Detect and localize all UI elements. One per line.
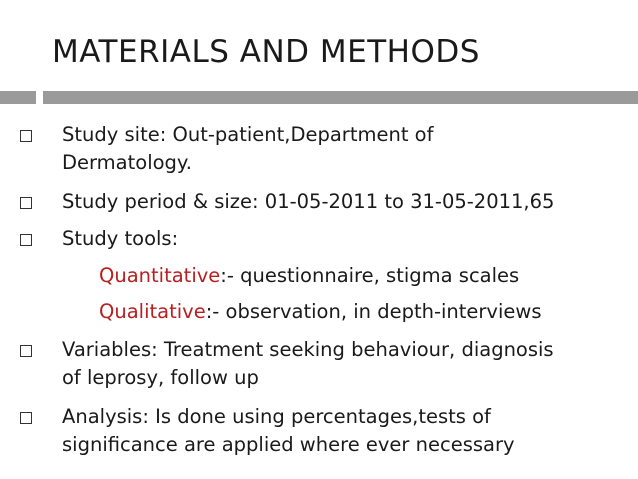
checkbox-bullet-icon xyxy=(20,345,32,357)
bullet-1-line-2: Dermatology. xyxy=(62,151,192,174)
title-underline-right xyxy=(43,91,638,104)
sub-item-qualitative xyxy=(99,299,542,325)
checkbox-bullet-icon xyxy=(20,130,32,142)
bullet-5-line-2: significance are applied where ever necessary xyxy=(62,433,515,456)
sub-item-text: :- observation, in depth-interviews xyxy=(205,300,542,323)
bullet-4-line-2: of leprosy, follow up xyxy=(62,366,259,389)
bullet-5-line-1: Analysis: Is done using percentages,tests of xyxy=(62,405,491,428)
title-underline-left xyxy=(0,91,36,104)
page-title: MATERIALS AND METHODS xyxy=(52,34,480,70)
sub-item-quantitative xyxy=(99,263,519,289)
checkbox-bullet-icon xyxy=(20,234,32,246)
bullet-4-line-1: Variables: Treatment seeking behaviour, diagnosis xyxy=(62,338,554,361)
sub-item-label: Qualitative xyxy=(99,300,206,323)
checkbox-bullet-icon xyxy=(20,412,32,424)
bullet-1-line-1: Study site: Out-patient,Department of xyxy=(62,123,434,146)
checkbox-bullet-icon xyxy=(20,197,32,209)
bullet-3-line-1: Study tools: xyxy=(62,227,179,250)
sub-item-label: Quantitative xyxy=(99,264,221,287)
bullet-2-line-1: Study period & size: 01-05-2011 to 31-05-2011,65 xyxy=(62,190,555,213)
sub-item-text: :- questionnaire, stigma scales xyxy=(220,264,520,287)
